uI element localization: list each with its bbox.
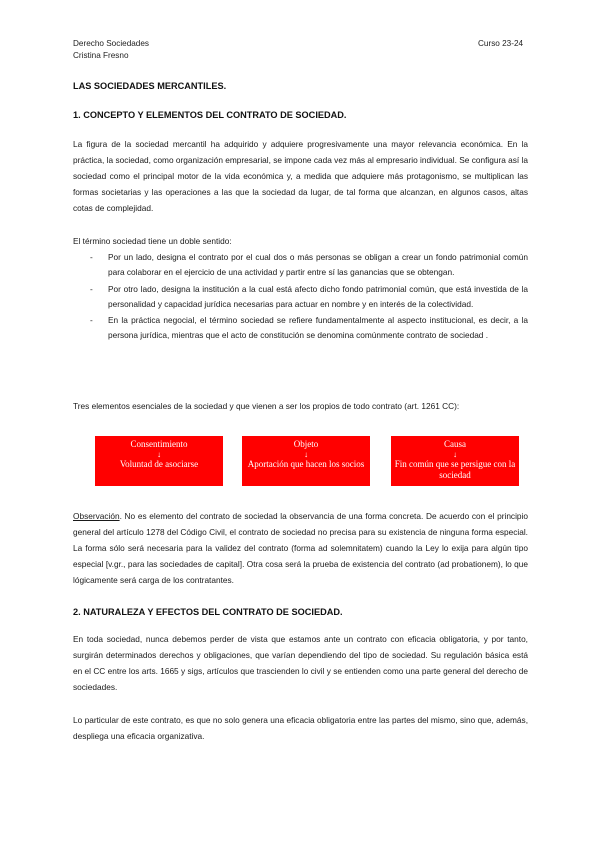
page-header-left [73,38,149,62]
list-item: - En la práctica negocial, el término sociedad se refiere fundamentalmente al aspecto institucional, es decir, a la persona jurídica, mientras que el acto de constitución se denomina comúnmente contrato de sociedad . [108,313,528,344]
down-arrow-icon: ↓ [453,450,457,459]
observation-label: Observación [73,511,120,521]
element-title: Objeto [293,439,319,449]
header-year: Curso 23-24 [478,39,524,48]
document-title: LAS SOCIEDADES MERCANTILES. [73,81,227,91]
meaning-list [108,250,528,345]
section2-heading: 2. NATURALEZA Y EFECTOS DEL CONTRATO DE SOCIEDAD. [73,607,343,617]
element-detail: Fin común que se persigue con la sociedad [394,459,516,480]
elements-intro: Tres elementos esenciales de la sociedad y que vienen a ser los propios de todo contrato (art. 1261 CC): [73,401,460,411]
header-course: Derecho Sociedades [73,39,150,48]
element-box-consent [95,436,223,486]
list-item: - Por otro lado, designa la institución a la cual está afecto dicho fondo patrimonial común, que está investida de la personalidad y capacidad jurídica necesarias para actuar en nombre y en interés de la colectividad. [108,282,528,313]
element-title: Consentimiento [130,439,188,449]
element-detail: Voluntad de asociarse [119,459,199,469]
element-title: Causa [444,439,466,449]
observation-paragraph [73,508,528,588]
element-detail: Aportación que hacen los socios [247,459,365,469]
elements-diagram [95,436,525,486]
section2-paragraph-1: En toda sociedad, nunca debemos perder de vista que estamos ante un contrato con eficacia obligatoria, y por tanto, surgirán determinados derechos y obligaciones, que varían dependiendo del tipo de sociedad. Su regulación básica está en el CC entre los arts. 1665 y sigs, artículos que trascienden lo civil y se entienden como una parte general del derecho de sociedades. [73,634,528,692]
element-box-cause [391,436,519,486]
down-arrow-icon: ↓ [304,450,308,459]
double-meaning-intro: El término sociedad tiene un doble sentido: [73,236,232,246]
down-arrow-icon: ↓ [157,450,161,459]
list-item: - Por un lado, designa el contrato por el cual dos o más personas se obligan a crear un fondo patrimonial común para colaborar en el ejercicio de una actividad y partir entre sí las ganancias que se obtengan. [108,250,528,281]
element-box-object [242,436,370,486]
section1-heading: 1. CONCEPTO Y ELEMENTOS DEL CONTRATO DE SOCIEDAD. [73,110,347,120]
section2-paragraph-2: Lo particular de este contrato, es que no solo genera una eficacia obligatoria entre las partes del mismo, sino que, además, despliega una eficacia organizativa. [73,715,528,741]
header-author: Cristina Fresno [73,51,129,60]
section1-intro: La figura de la sociedad mercantil ha adquirido y adquiere progresivamente una mayor relevancia económica. En la práctica, la sociedad, como organización empresarial, se impone cada vez más al empresario individual. Se configura así la sociedad como el principal motor de la vida económica y, a medida que adquiere más protagonismo, se multiplican las formas societarias y las operaciones a las que la sociedad da lugar, de tal forma que alcanzan, en algunos casos, altas cotas de complejidad. [73,139,528,213]
observation-text: . No es elemento del contrato de sociedad la observancia de una forma concreta. De acuerdo con el principio general del artículo 1278 del Código Civil, el contrato de sociedad no precisa para su existencia de ninguna forma especial. La forma sólo será necesaria para la validez del contrato (forma ad solemnitatem) cuando la Ley lo exija para algún tipo especial [v.gr., para las sociedades de capital]. Otra cosa será la prueba de existencia del contrato (ad probationem), lo que lógicamente será carga de los contratantes. [73,511,528,585]
